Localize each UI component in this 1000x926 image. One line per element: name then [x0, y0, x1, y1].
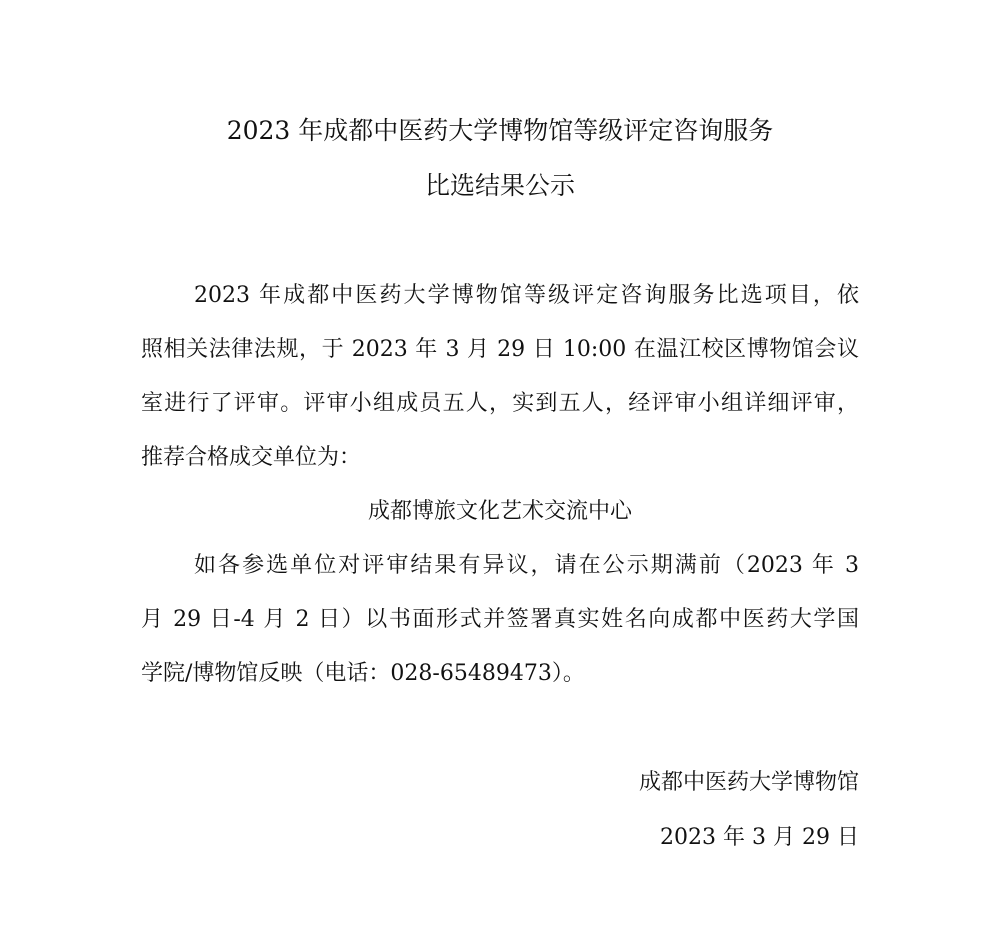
signature: 成都中医药大学博物馆	[638, 770, 859, 795]
document-title-line-2: 比选结果公示	[424, 171, 575, 200]
paragraph-1-line-1: 2023 年成都中医药大学博物馆等级评定咨询服务比选项目，依	[194, 283, 859, 308]
date: 2023 年 3 月 29 日	[660, 825, 859, 850]
paragraph-2-line-3: 学院/博物馆反映（电话：028-65489473）。	[141, 661, 585, 686]
paragraph-2-line-2: 月 29 日-4 月 2 日）以书面形式并签署真实姓名向成都中医药大学国	[141, 607, 859, 632]
paragraph-1-line-4: 推荐合格成交单位为：	[141, 445, 362, 470]
paragraph-2-line-1: 如各参选单位对评审结果有异议，请在公示期满前（2023 年 3	[194, 553, 859, 578]
document-title-line-1: 2023 年成都中医药大学博物馆等级评定咨询服务	[226, 116, 774, 145]
winner-name: 成都博旅文化艺术交流中心	[367, 499, 632, 524]
paragraph-1-line-3: 室进行了评审。评审小组成员五人，实到五人，经评审小组详细评审，	[141, 391, 859, 416]
paragraph-1-line-2: 照相关法律法规，于 2023 年 3 月 29 日 10:00 在温江校区博物馆会议	[141, 337, 859, 362]
